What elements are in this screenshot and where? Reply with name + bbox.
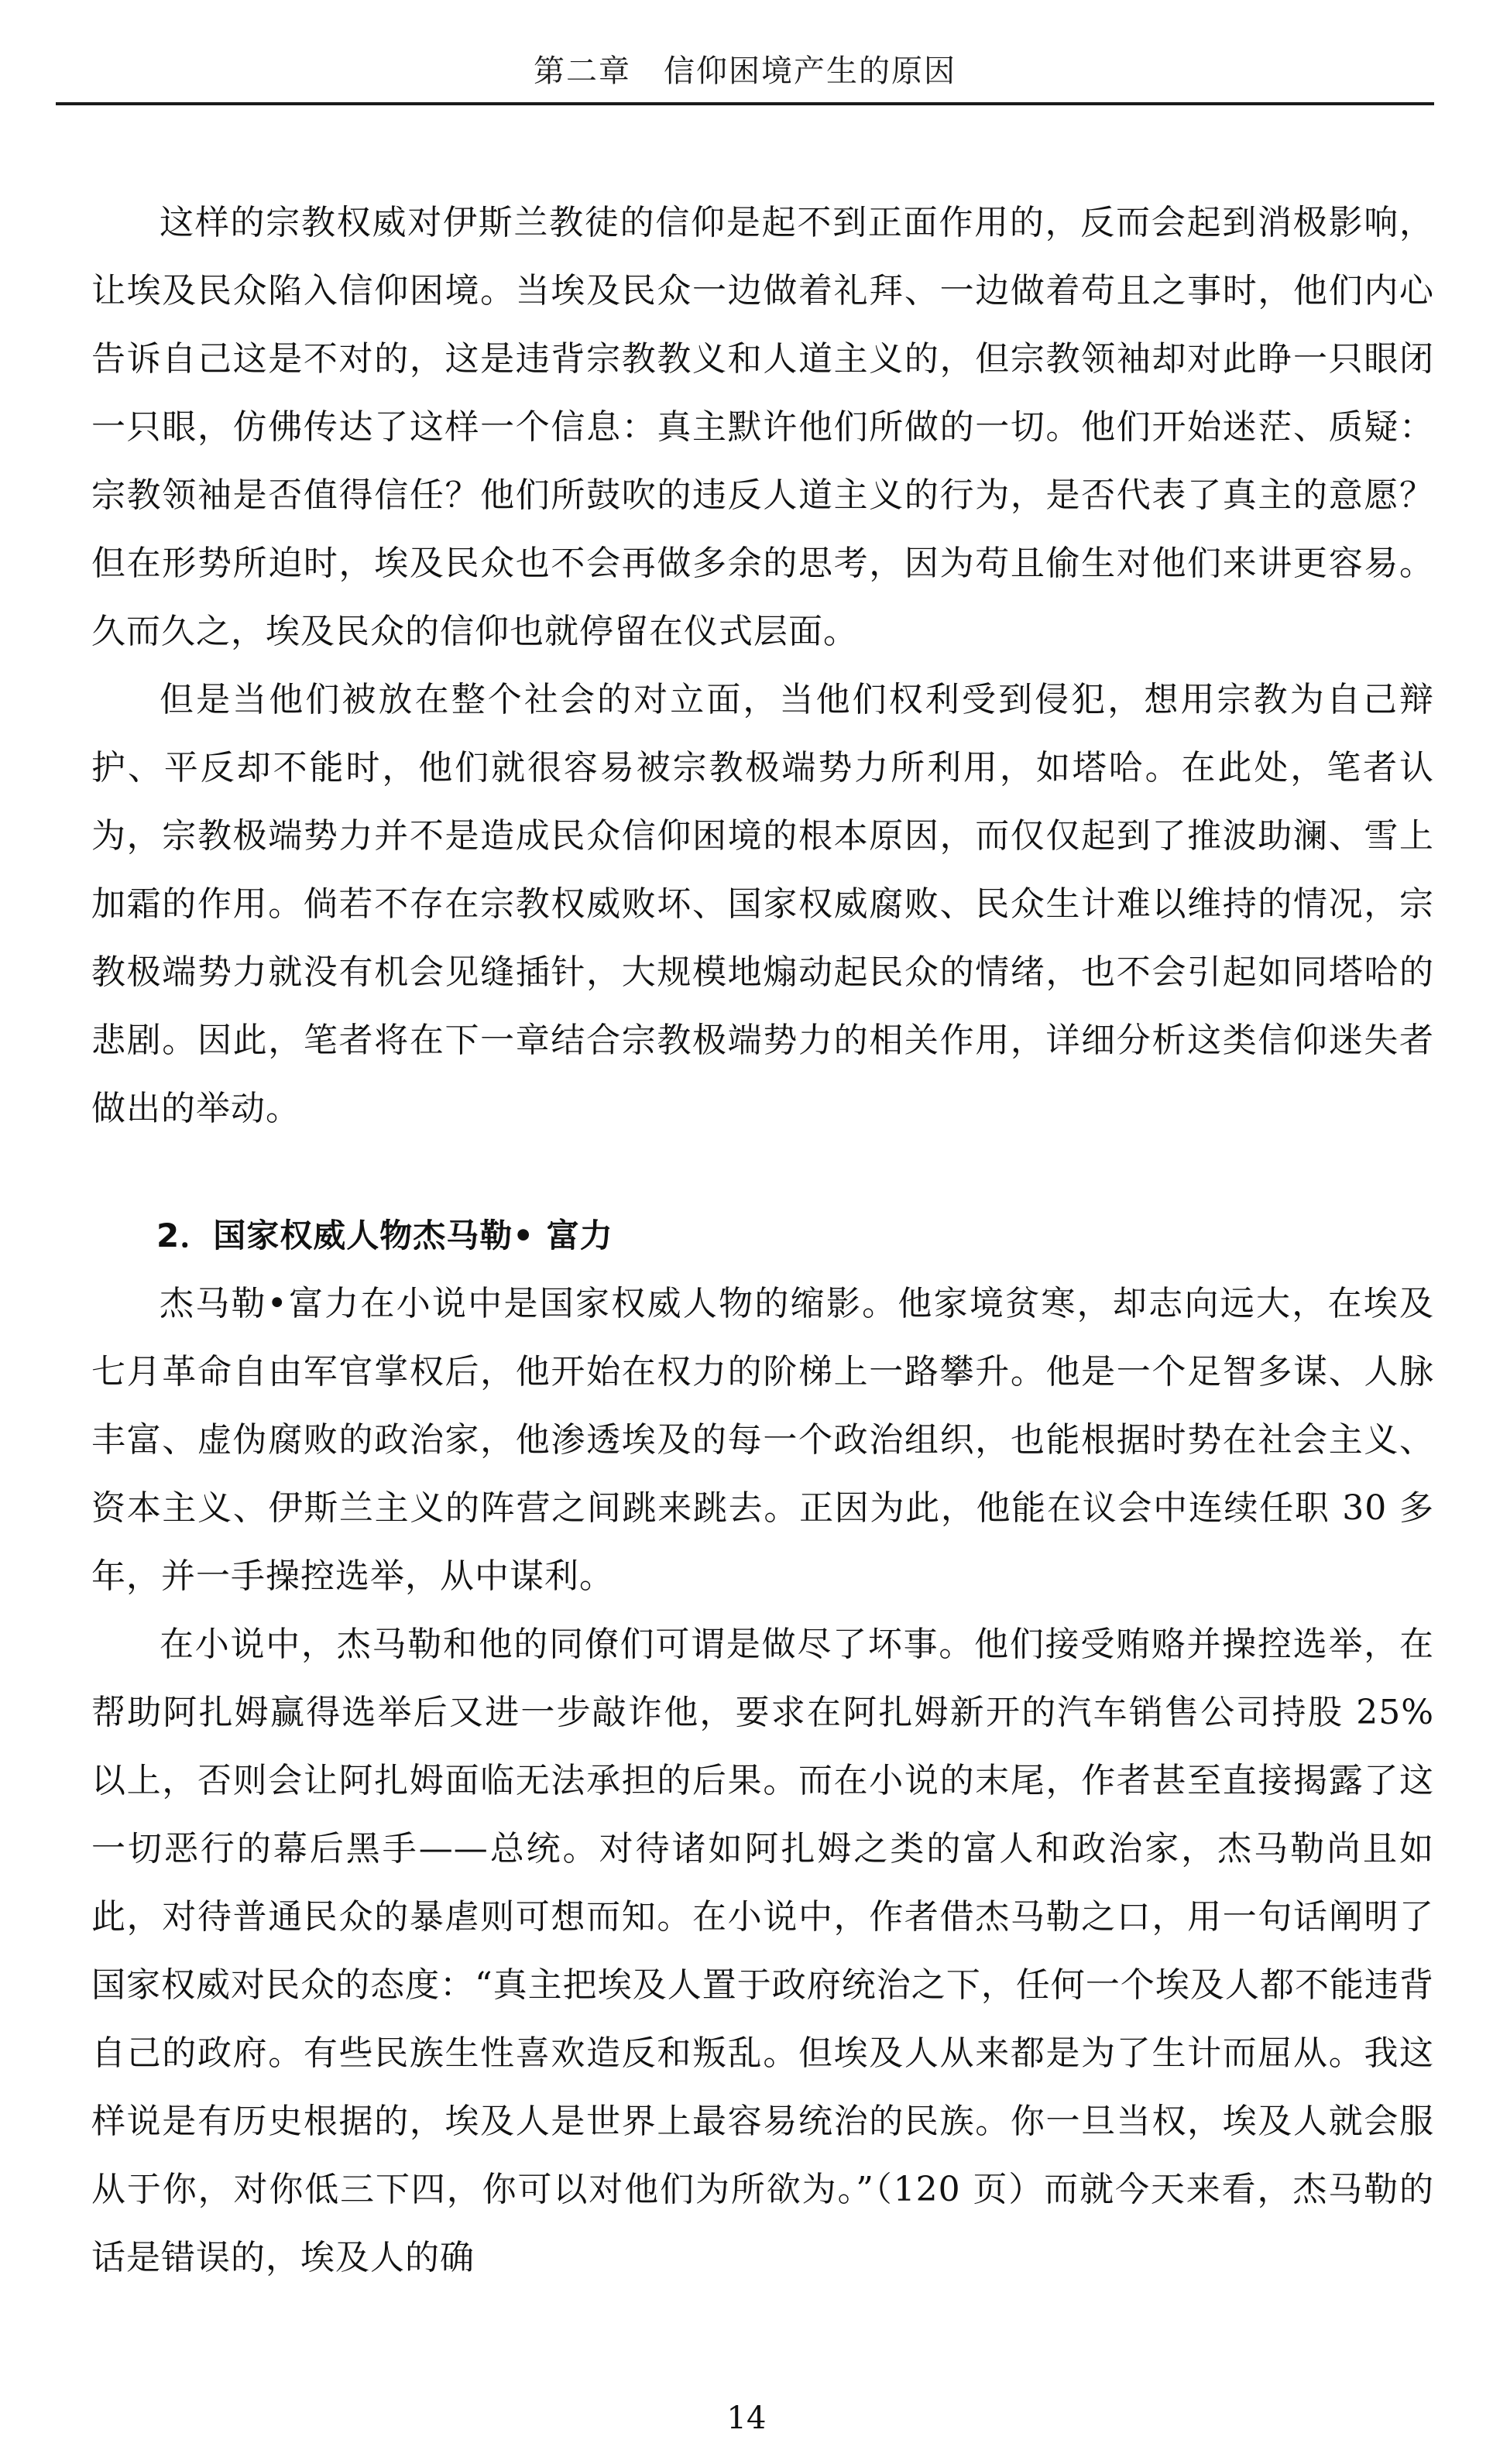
section-gap [91,1143,1434,1202]
page-number: 14 [726,2401,767,2436]
paragraph: 杰马勒•富力在小说中是国家权威人物的缩影。他家境贫寒，却志向远大，在埃及七月革命自由军官掌权后，他开始在权力的阶梯上一路攀升。他是一个足智多谋、人脉丰富、虚伪腐败的政治家，他渗透埃及的每一个政治组织，也能根据时势在社会主义、资本主义、伊斯兰主义的阵营之间跳来跳去。正因为此，他能在议会中连续任职 30 多年，并一手操控选举，从中谋利。 [91,1284,1434,1596]
section-heading: 2．国家权威人物杰马勒• 富力 [156,1217,613,1254]
paragraph: 这样的宗教权威对伊斯兰教徒的信仰是起不到正面作用的，反而会起到消极影响，让埃及民众陷入信仰困境。当埃及民众一边做着礼拜、一边做着苟且之事时，他们内心告诉自己这是不对的，这是违背宗教教义和人道主义的，但宗教领袖却对此睁一只眼闭一只眼，仿佛传达了这样一个信息：真主默许他们所做的一切。他们开始迷茫、质疑：宗教领袖是否值得信任？他们所鼓吹的违反人道主义的行为，是否代表了真主的意愿？但在形势所迫时，埃及民众也不会再做多余的思考，因为苟且偷生对他们来讲更容易。久而久之，埃及民众的信仰也就停留在仪式层面。 [91,203,1434,651]
header-rule [56,102,1434,105]
paragraph: 但是当他们被放在整个社会的对立面，当他们权利受到侵犯，想用宗教为自己辩护、平反却不能时，他们就很容易被宗教极端势力所利用，如塔哈。在此处，笔者认为，宗教极端势力并不是造成民众信仰困境的根本原因，而仅仅起到了推波助澜、雪上加霜的作用。倘若不存在宗教权威败坏、国家权威腐败、民众生计难以维持的情况，宗教极端势力就没有机会见缝插针，大规模地煽动起民众的情绪，也不会引起如同塔哈的悲剧。因此，笔者将在下一章结合宗教极端势力的相关作用，详细分析这类信仰迷失者做出的举动。 [91,680,1434,1128]
running-header: 第二章 信仰困境产生的原因 [534,53,956,89]
page-body [91,189,1434,2292]
paragraph: 在小说中，杰马勒和他的同僚们可谓是做尽了坏事。他们接受贿赂并操控选举，在帮助阿扎姆赢得选举后又进一步敲诈他，要求在阿扎姆新开的汽车销售公司持股 25%以上，否则会让阿扎姆面临无法承担的后果。而在小说的末尾，作者甚至直接揭露了这一切恶行的幕后黑手——总统。对待诸如阿扎姆之类的富人和政治家，杰马勒尚且如此，对待普通民众的暴虐则可想而知。在小说中，作者借杰马勒之口，用一句话阐明了国家权威对民众的态度：“真主把埃及人置于政府统治之下，任何一个埃及人都不能违背自己的政府。有些民族生性喜欢造反和叛乱。但埃及人从来都是为了生计而屈从。我这样说是有历史根据的，埃及人是世界上最容易统治的民族。你一旦当权，埃及人就会服从于你，对你低三下四，你可以对他们为所欲为。”（120 页）而就今天来看，杰马勒的话是错误的，埃及人的确 [91,1625,1434,2277]
